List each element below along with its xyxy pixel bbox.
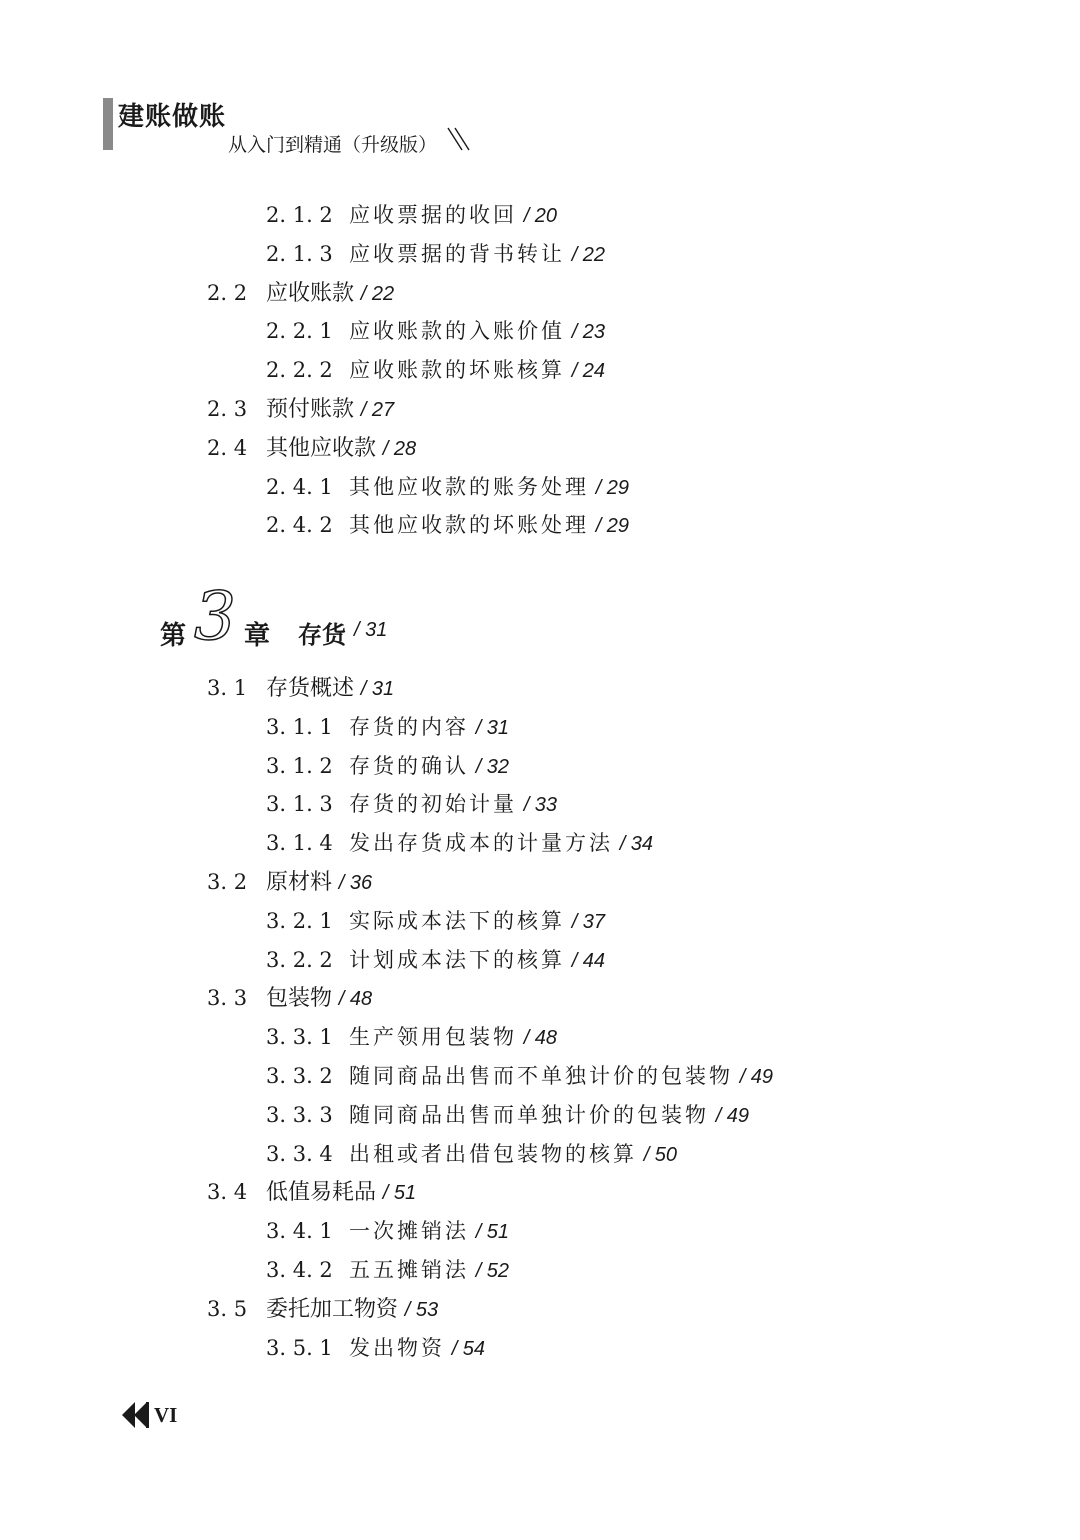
toc-entry-number: 3. 3. 2 (266, 1064, 333, 1088)
chapter-title: 存货 (298, 621, 346, 649)
toc-entry-title: 原材料 (266, 870, 333, 895)
toc-subsection-entry (266, 510, 629, 540)
toc-entry-title: 存货的确认 (349, 753, 469, 778)
toc-subsection-entry (266, 1216, 509, 1246)
toc-entry-number: 3. 1. 2 (266, 753, 333, 778)
chapter-prefix: 第 (160, 621, 187, 651)
toc-entry-page: / 52 (475, 1260, 510, 1282)
toc-entry-number: 2. 1. 2 (266, 203, 333, 227)
toc-entry-page: / 31 (360, 678, 395, 700)
toc-entry-page: / 22 (360, 282, 395, 305)
toc-subsection-entry (266, 200, 557, 230)
toc-subsection-entry (266, 906, 605, 936)
toc-entry-number: 2. 3 (207, 397, 248, 421)
toc-entry-page: / 32 (475, 755, 510, 778)
toc-entry-page: / 29 (595, 476, 630, 499)
toc-entry-page: / 22 (571, 243, 606, 266)
toc-section-entry (207, 278, 394, 308)
toc-entry-number: 3. 2. 1 (266, 908, 333, 933)
toc-entry-title: 应收账款的坏账核算 (349, 358, 565, 383)
toc-entry-page: / 37 (571, 910, 606, 933)
toc-entry-title: 应收账款的入账价值 (349, 319, 565, 344)
toc-entry-number: 2. 2 (207, 280, 248, 305)
toc-entry-title: 发出存货成本的计量方法 (349, 831, 613, 856)
toc-entry-page: / 49 (715, 1104, 750, 1127)
toc-section-entry (207, 433, 416, 463)
toc-entry-number: 3. 1 (207, 676, 248, 700)
toc-entry-title: 其他应收款 (266, 435, 377, 461)
toc-subsection-entry (266, 1100, 749, 1130)
toc-subsection-entry (266, 1061, 773, 1091)
toc-entry-title: 委托加工物资 (266, 1296, 399, 1322)
toc-subsection-entry (266, 1255, 509, 1285)
toc-entry-title: 应收账款 (266, 280, 355, 306)
toc-entry-page: / 27 (360, 399, 395, 421)
book-title: 建账做账 (118, 102, 227, 132)
toc-entry-page: / 28 (382, 437, 417, 460)
toc-entry-number: 3. 5. 1 (266, 1335, 333, 1360)
toc-entry-title: 存货的初始计量 (349, 792, 517, 817)
toc-entry-number: 3. 4 (207, 1180, 248, 1205)
toc-entry-page: / 24 (571, 360, 606, 383)
toc-entry-number: 3. 3. 4 (266, 1141, 333, 1166)
toc-entry-title: 发出物资 (349, 1335, 445, 1360)
toc-subsection-entry (266, 355, 605, 385)
toc-entry-page: / 36 (338, 872, 373, 894)
toc-section-entry (207, 983, 372, 1013)
toc-entry-title: 应收票据的收回 (349, 203, 517, 227)
toc-entry-page: / 51 (475, 1221, 510, 1244)
toc-entry-title: 其他应收款的账务处理 (349, 474, 589, 499)
toc-entry-page: / 31 (475, 716, 510, 739)
toc-entry-number: 3. 4. 2 (266, 1258, 333, 1282)
toc-entry-page: / 29 (595, 515, 630, 538)
toc-section-entry (207, 867, 372, 897)
toc-entry-number: 3. 3. 1 (266, 1025, 333, 1050)
chapter-suffix: 章 (244, 621, 271, 651)
toc-entry-title: 实际成本法下的核算 (349, 908, 565, 933)
toc-entry-title: 随同商品出售而不单独计价的包装物 (349, 1064, 733, 1088)
toc-entry-page: / 54 (451, 1337, 486, 1360)
toc-subsection-entry (266, 1022, 557, 1052)
toc-entry-title: 生产领用包装物 (349, 1025, 517, 1050)
toc-entry-number: 3. 1. 4 (266, 831, 333, 856)
toc-entry-title: 五五摊销法 (349, 1258, 469, 1282)
toc-entry-title: 应收票据的背书转让 (349, 241, 565, 266)
toc-entry-number: 3. 1. 3 (266, 792, 333, 817)
toc-entry-title: 其他应收款的坏账处理 (349, 513, 589, 538)
toc-subsection-entry (266, 789, 557, 819)
toc-subsection-entry (266, 1333, 485, 1363)
toc-entry-number: 3. 4. 1 (266, 1219, 333, 1244)
toc-subsection-entry (266, 712, 509, 742)
toc-subsection-entry (266, 1139, 677, 1169)
toc-entry-number: 3. 2. 2 (266, 947, 333, 972)
toc-entry-title: 计划成本法下的核算 (349, 947, 565, 972)
toc-entry-number: 3. 1. 1 (266, 714, 333, 739)
toc-entry-page: / 34 (619, 833, 654, 856)
toc-entry-title: 低值易耗品 (266, 1180, 377, 1206)
toc-entry-page: / 53 (404, 1298, 439, 1321)
toc-entry-number: 3. 3 (207, 986, 248, 1011)
double-slash-ornament (446, 126, 472, 152)
toc-entry-title: 存货的内容 (349, 714, 469, 739)
chapter-page: / 31 (354, 619, 388, 641)
toc-section-entry (207, 1294, 438, 1324)
toc-entry-page: / 20 (523, 205, 558, 227)
toc-entry-page: / 48 (523, 1027, 558, 1050)
toc-entry-page: / 51 (382, 1182, 417, 1205)
toc-entry-title: 存货概述 (266, 676, 355, 701)
toc-entry-number: 2. 1. 3 (266, 241, 333, 266)
header-accent-bar (103, 98, 113, 150)
toc-entry-title: 随同商品出售而单独计价的包装物 (349, 1102, 709, 1127)
toc-entry-page: / 48 (338, 988, 373, 1011)
toc-entry-page: / 44 (571, 949, 606, 972)
toc-entry-number: 3. 5 (207, 1296, 248, 1321)
toc-subsection-entry (266, 472, 629, 502)
toc-entry-title: 出租或者出借包装物的核算 (349, 1141, 637, 1166)
toc-entry-number: 3. 2 (207, 870, 248, 894)
toc-section-entry (207, 394, 394, 424)
toc-entry-page: / 50 (643, 1143, 678, 1166)
chapter-numeral-glyph: 3 (194, 585, 236, 647)
toc-entry-number: 2. 4 (207, 435, 248, 460)
toc-entry-number: 2. 2. 1 (266, 319, 333, 344)
toc-entry-number: 2. 4. 2 (266, 513, 333, 538)
toc-entry-number: 2. 4. 1 (266, 474, 333, 499)
toc-entry-title: 一次摊销法 (349, 1219, 469, 1244)
toc-subsection-entry (266, 945, 605, 975)
toc-entry-page: / 49 (739, 1066, 774, 1088)
toc-section-entry (207, 673, 394, 703)
book-subtitle: 从入门到精通（升级版） (228, 134, 438, 156)
toc-entry-number: 3. 3. 3 (266, 1102, 333, 1127)
toc-subsection-entry (266, 828, 653, 858)
toc-entry-title: 包装物 (266, 986, 333, 1012)
toc-entry-title: 预付账款 (266, 397, 355, 422)
toc-entry-page: / 33 (523, 794, 558, 817)
toc-entry-number: 2. 2. 2 (266, 358, 333, 383)
toc-subsection-entry (266, 751, 509, 781)
double-left-arrow-icon (122, 1402, 150, 1428)
toc-subsection-entry (266, 316, 605, 346)
page-number: VI (154, 1403, 178, 1427)
toc-section-entry (207, 1177, 416, 1207)
toc-subsection-entry (266, 239, 605, 269)
toc-entry-page: / 23 (571, 321, 606, 344)
chapter-numeral (186, 585, 244, 651)
